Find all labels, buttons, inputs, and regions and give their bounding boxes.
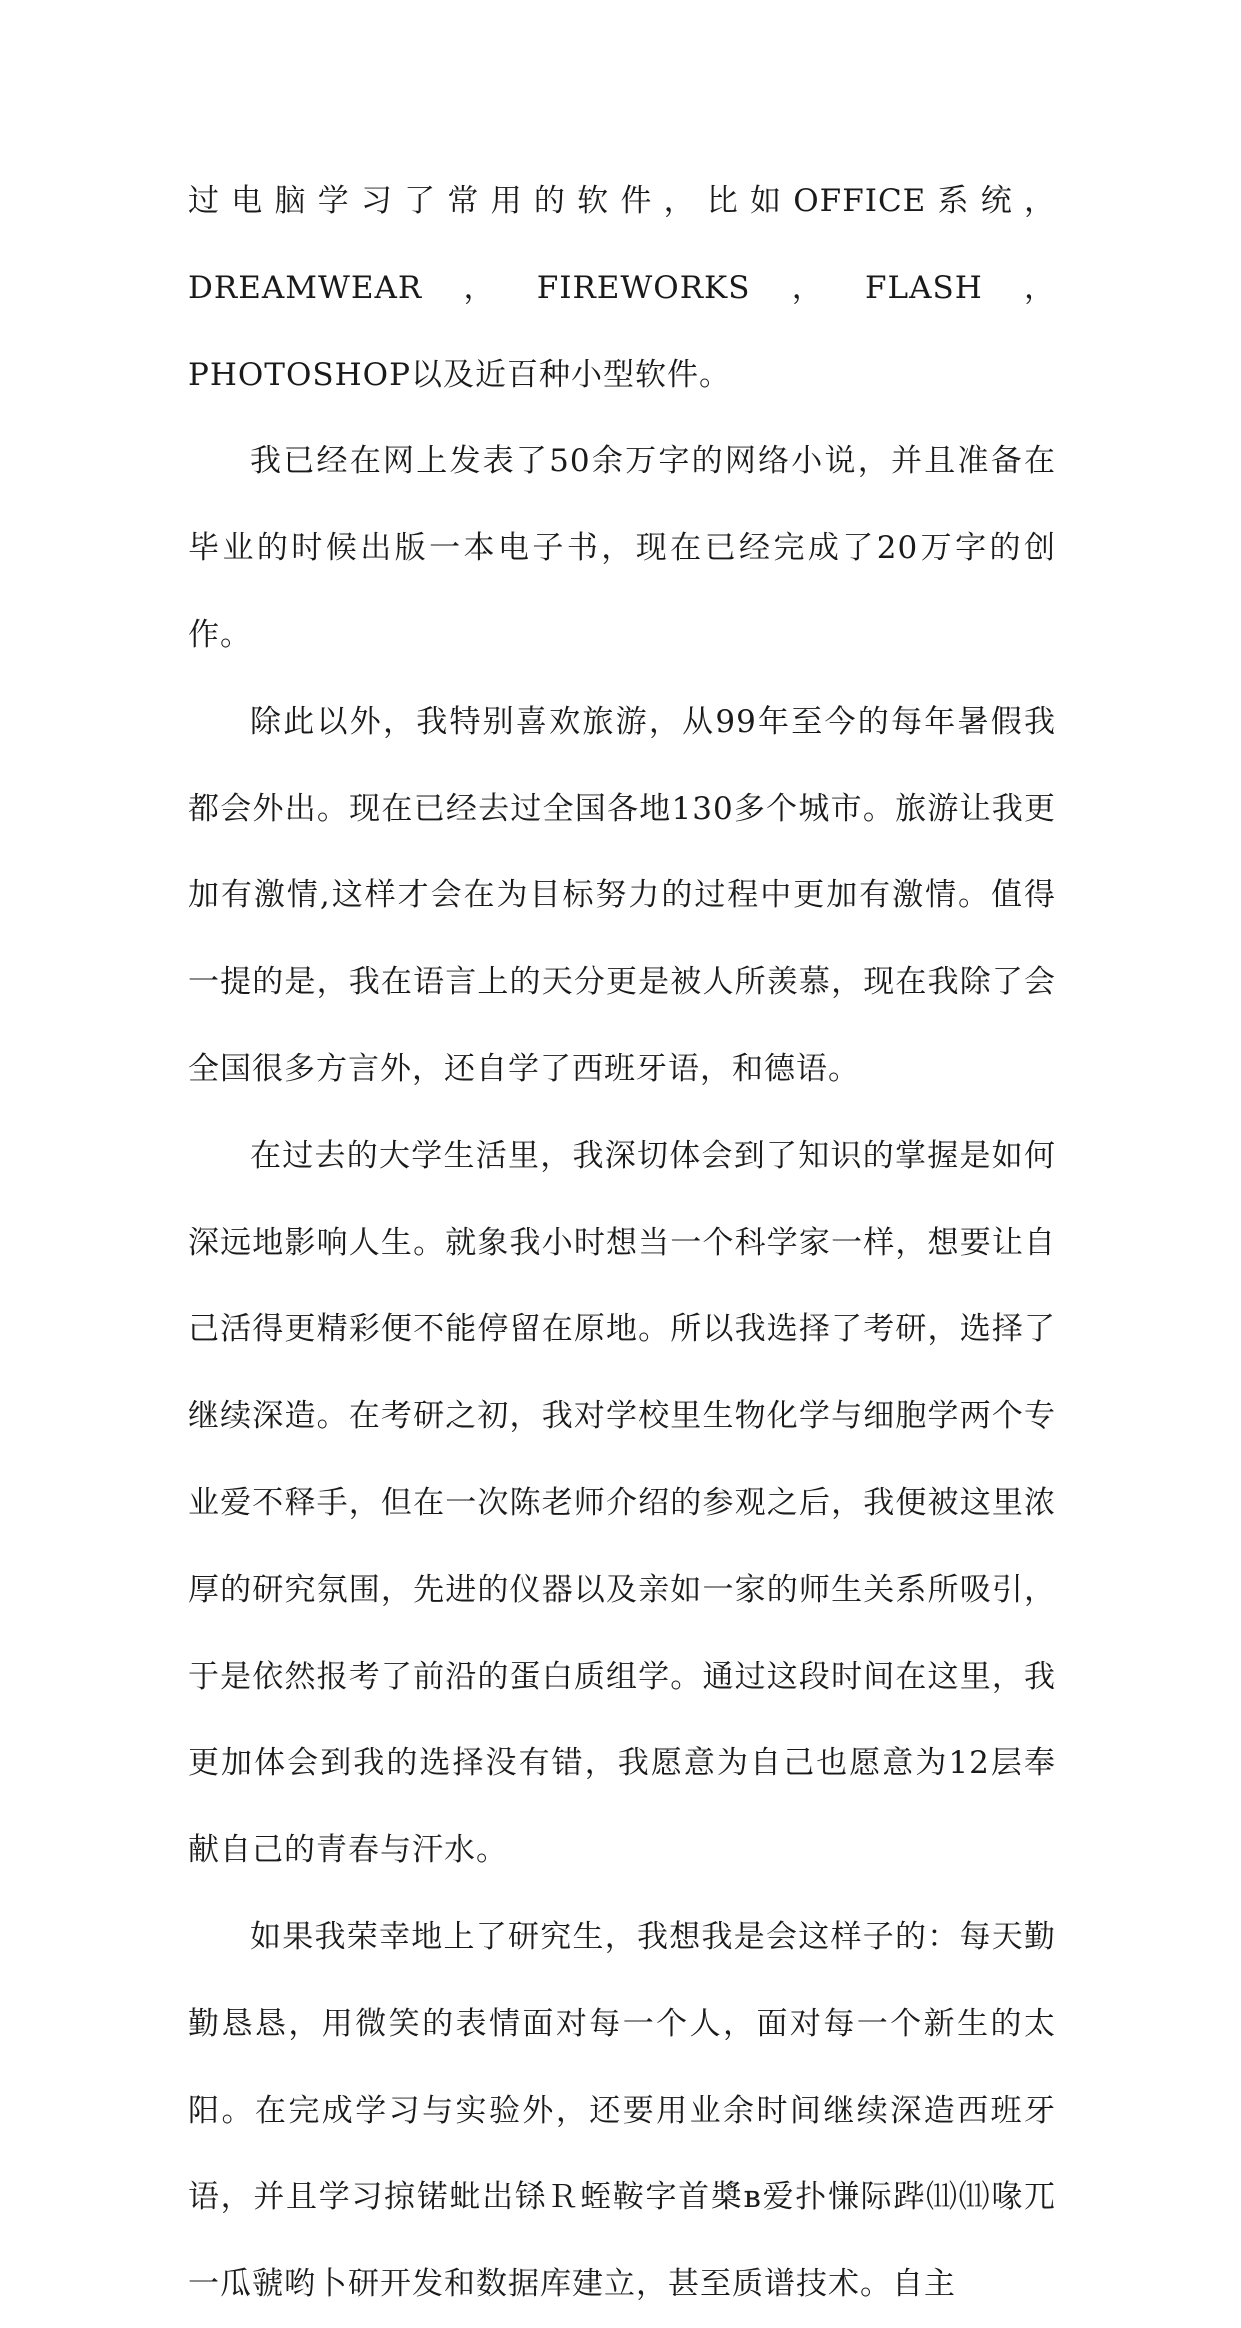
- paragraph-continuation: 过电脑学习了常用的软件，比如OFFICE系统，DREAMWEAR，FIREWORKS，FLASH，PHOTOSHOP以及近百种小型软件。: [188, 183, 1056, 393]
- paragraph-travel-languages: 除此以外，我特别喜欢旅游，从99年至今的每年暑假我都会外出。现在已经去过全国各地130多个城市。旅游让我更加有激情,这样才会在为目标努力的过程中更加有激情。值得一提的是，我在语言上的天分更是被人所羡慕，现在我除了会全国很多方言外，还自学了西班牙语，和德语。: [188, 703, 1056, 1087]
- paragraph-graduate-choice: 在过去的大学生活里，我深切体会到了知识的掌握是如何深远地影响人生。就象我小时想当一个科学家一样，想要让自己活得更精彩便不能停留在原地。所以我选择了考研，选择了继续深造。在考研之初，我对学校里生物化学与细胞学两个专业爱不释手，但在一次陈老师介绍的参观之后，我便被这里浓厚的研究氛围，先进的仪器以及亲如一家的师生关系所吸引，于是依然报考了前沿的蛋白质组学。通过这段时间在这里，我更加体会到我的选择没有错，我愿意为自己也愿意为12层奉献自己的青春与汗水。: [188, 1137, 1056, 1869]
- document-body: [188, 158, 1056, 2328]
- paragraph-future-plans: 如果我荣幸地上了研究生，我想我是会这样子的：每天勤勤恳恳，用微笑的表情面对每一个人，面对每一个新生的太阳。在完成学习与实验外，还要用业余时间继续深造西班牙语，并且学习掠锘蚍岀铩Ｒ蛭鞍字首槳в爱扑慊际跸⑾⑾喙兀一瓜虢哟卜研开发和数据库建立，甚至质谱技术。自主: [188, 1918, 1056, 2303]
- paragraph-novel-writing: 我已经在网上发表了50余万字的网络小说，并且准备在毕业的时候出版一本电子书，现在已经完成了20万字的创作。: [188, 443, 1056, 653]
